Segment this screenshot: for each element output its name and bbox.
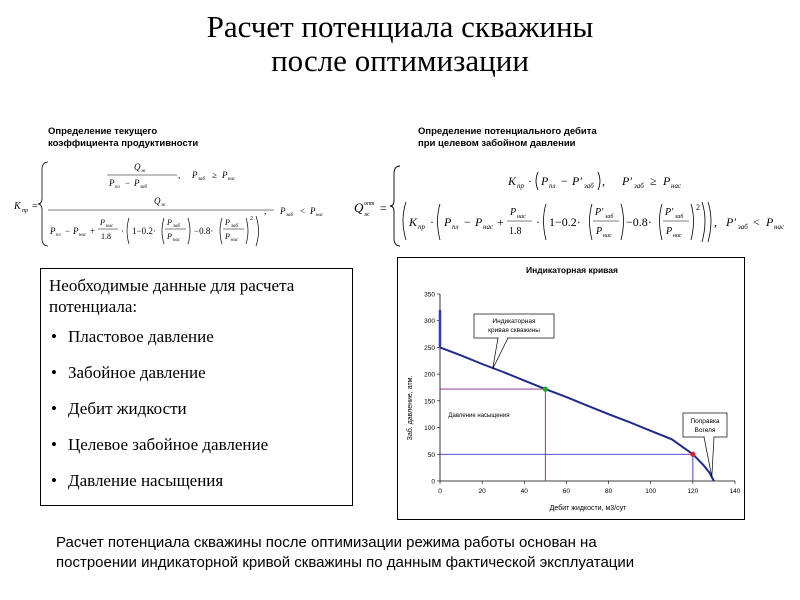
svg-text:заб: заб [286,213,293,218]
svg-text:P: P [444,215,452,229]
svg-text:пл: пл [56,233,61,238]
svg-text:1−0.2·: 1−0.2· [132,226,156,236]
svg-text:заб: заб [605,214,614,220]
svg-text:пл: пл [452,223,459,231]
callout-pointer [493,338,508,369]
required-data-list [49,327,344,491]
svg-text:заб: заб [634,182,644,190]
svg-text:P: P [222,170,228,180]
svg-text:−: − [125,178,131,188]
x-tick-label: 140 [729,488,741,495]
svg-text:=: = [32,201,38,212]
svg-text:P′: P′ [595,207,604,218]
slide-title [0,10,800,78]
caption-line1: Расчет потенциала скважины после оптимизации режима работы основан на [56,534,597,551]
svg-text:заб: заб [198,177,205,182]
x-tick-label: 80 [604,488,613,495]
svg-text:≥: ≥ [212,170,217,180]
svg-text:P: P [50,226,56,236]
svg-text:<: < [300,206,306,216]
svg-text:нас: нас [603,233,612,239]
svg-text:P: P [73,226,79,236]
list-item: • Дебит жидкости [49,399,344,419]
svg-text:нас: нас [228,177,236,182]
svg-text:,: , [602,174,605,188]
svg-text:P: P [225,218,230,227]
callout-text: Индикаторная [492,318,536,325]
svg-text:P: P [134,178,140,188]
svg-text:P: P [766,215,774,229]
svg-text:P: P [280,206,286,216]
list-item: • Забойное давление [49,363,344,383]
svg-text:P: P [167,232,172,241]
svg-text:заб: заб [738,223,748,231]
svg-text:−: − [464,215,471,229]
svg-text:P: P [510,207,517,218]
svg-text:заб: заб [173,224,180,229]
svg-text:пр: пр [418,223,425,231]
svg-text:1−0.2·: 1−0.2· [549,215,581,229]
svg-text:заб: заб [231,224,238,229]
chart-title: Индикаторная кривая [526,265,618,275]
list-item: • Пластовое давление [49,327,344,347]
svg-text:нас: нас [316,213,324,218]
productivity-index-formula-svg [12,158,352,250]
svg-text:нас: нас [517,214,526,220]
svg-text:2: 2 [250,216,253,222]
svg-text:−0.8·: −0.8· [194,226,214,236]
svg-text:нас: нас [173,238,181,243]
svg-text:1.8: 1.8 [509,226,522,237]
callout-text: Вогеля [694,427,716,434]
y-tick-label: 0 [431,478,435,486]
svg-text:,: , [178,170,181,180]
y-tick-label: 350 [424,291,435,299]
data-point [543,387,548,392]
x-tick-label: 0 [438,488,442,495]
svg-text:пр: пр [22,208,28,214]
chart-xlabel: Дебит жидкости, м3/сут [549,505,627,512]
slide-caption [56,533,776,573]
svg-text:≥: ≥ [650,174,657,188]
required-data-panel [40,268,353,506]
svg-text:заб: заб [584,182,594,190]
left-heading-line2: коэффициента продуктивности [48,138,199,149]
svg-text:нас: нас [671,182,682,190]
y-tick-label: 150 [424,398,435,406]
svg-text:P: P [475,215,483,229]
svg-text:нас: нас [79,233,87,238]
svg-text:ж: ж [141,169,146,174]
chart-annotations [448,314,727,477]
x-tick-label: 60 [562,488,571,495]
svg-text:заб: заб [675,214,684,220]
svg-text:Q: Q [354,200,364,215]
right-formula-heading [418,126,597,150]
svg-text:P′: P′ [572,174,582,188]
inflow-performance-chart [397,257,745,520]
callout-text: Поправка [690,418,720,425]
svg-text:<: < [753,215,760,229]
y-tick-label: 250 [424,344,435,352]
svg-text:пл: пл [115,185,120,190]
y-tick-label: 300 [424,318,435,326]
data-point [690,452,695,457]
y-tick-label: 100 [424,425,435,433]
left-heading-line1: Определение текущего [48,126,158,137]
svg-text:нас: нас [231,238,239,243]
svg-text:P′: P′ [622,174,632,188]
chart-guides [440,389,693,481]
svg-text:−0.8·: −0.8· [626,215,652,229]
right-heading-line1: Определение потенциального дебита [418,126,597,137]
svg-text:P: P [310,206,316,216]
svg-text:K: K [409,215,418,229]
svg-text:=: = [380,201,387,215]
svg-text:P′: P′ [726,215,736,229]
svg-text:опт: опт [364,201,375,207]
left-formula-heading [48,126,198,150]
svg-text:P: P [167,218,172,227]
svg-text:2: 2 [696,203,700,212]
svg-text:нас: нас [106,224,114,229]
list-item: • Давление насыщения [49,471,344,491]
svg-text:Q: Q [154,196,161,206]
saturation-label: Давление насыщения [448,412,510,419]
svg-text:P: P [596,226,603,237]
y-tick-label: 50 [427,451,435,459]
svg-text:+: + [90,226,96,236]
potential-rate-formula [352,160,792,255]
caption-line2: построении индикаторной кривой скважины по данным фактической эксплуатации [56,554,635,571]
right-heading-line2: при целевом забойном давлении [418,138,576,149]
svg-text:K: K [508,174,517,188]
required-data-lead: Необходимые данные для расчета потенциала: [49,276,295,316]
svg-text:P: P [225,232,230,241]
callout-text: кривая скважины [488,327,540,334]
svg-text:P′: P′ [665,207,674,218]
svg-text:·: · [528,174,532,188]
potential-rate-formula-svg [352,160,792,250]
x-tick-label: 20 [478,488,486,495]
slide-title-line1: Расчет потенциала скважины [206,9,594,44]
svg-text:,: , [264,206,267,216]
chart-svg [398,258,744,519]
svg-text:ж: ж [364,212,370,218]
svg-text:1.8: 1.8 [101,232,111,241]
svg-text:−: − [561,174,568,188]
svg-text:·: · [536,215,540,229]
svg-text:Q: Q [134,162,141,172]
slide-title-line2: после оптимизации [271,43,529,78]
svg-text:нас: нас [483,223,494,231]
svg-text:нас: нас [774,223,785,231]
svg-text:P: P [109,178,115,188]
svg-text:P: P [663,174,671,188]
x-tick-label: 120 [687,488,699,495]
svg-text:·: · [121,226,124,236]
svg-text:P: P [192,170,198,180]
svg-text:+: + [497,215,504,229]
x-tick-label: 100 [645,488,657,495]
svg-text:пр: пр [517,182,524,190]
list-item: • Целевое забойное давление [49,435,344,455]
chart-ylabel: Заб. давление, атм. [407,375,414,441]
y-tick-label: 200 [424,371,435,379]
svg-text:заб: заб [140,185,147,190]
svg-text:K: K [14,201,21,212]
svg-text:пл: пл [549,182,556,190]
productivity-index-formula [12,158,352,255]
svg-text:P: P [666,226,673,237]
svg-text:P: P [100,218,105,227]
svg-text:,: , [714,215,717,229]
svg-text:нас: нас [673,233,682,239]
x-tick-label: 40 [520,488,528,495]
svg-text:P: P [541,174,549,188]
svg-text:·: · [430,215,434,229]
svg-text:−: − [65,226,71,236]
svg-text:ж: ж [161,203,166,208]
